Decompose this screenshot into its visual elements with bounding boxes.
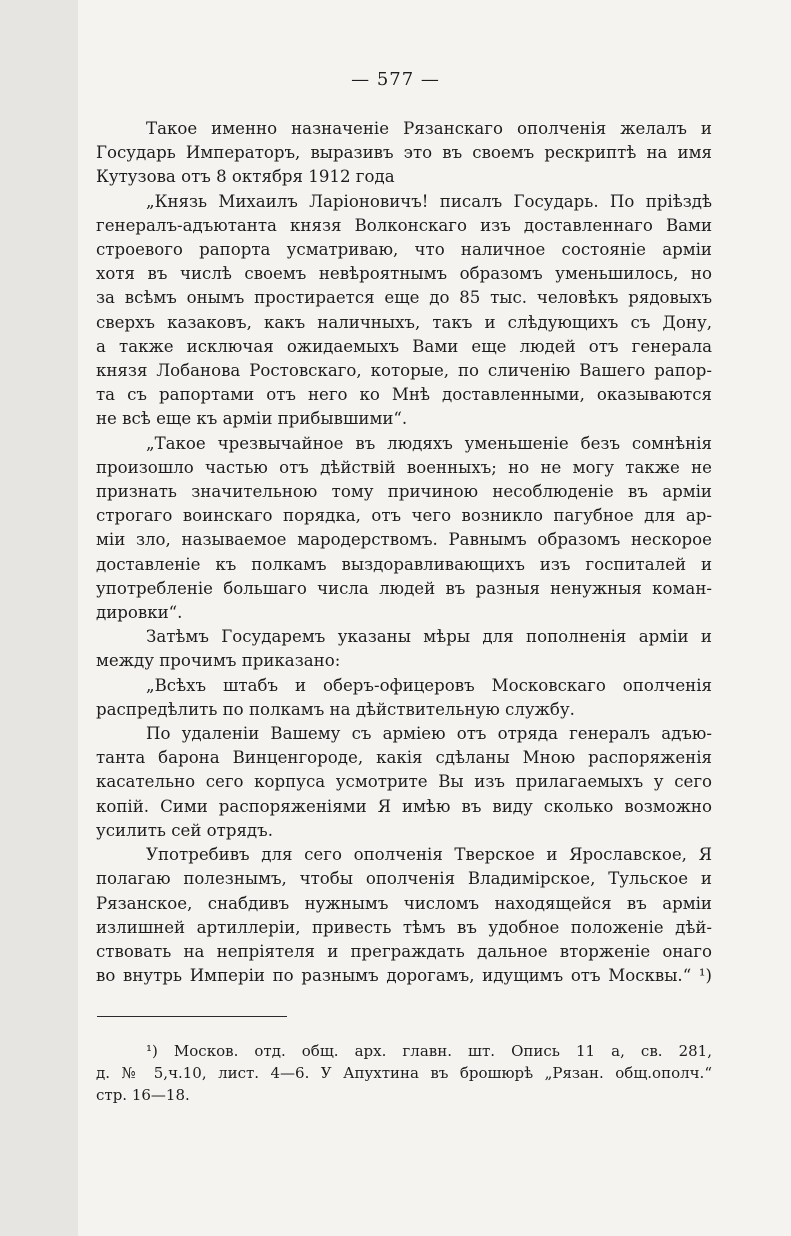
- body-line: князя Лобанова Ростовскаго, которые, по сличенію Вашего рапор-: [96, 361, 712, 381]
- body-line: строгаго воинскаго порядка, отъ чего возникло пагубное для ар-: [96, 506, 712, 526]
- body-line: признать значительною тому причиною несоблюденіе въ арміи: [96, 482, 712, 502]
- body-line: Такое именно назначеніе Рязанскаго ополченія желалъ и: [146, 119, 712, 138]
- body-line: распредѣлить по полкамъ на дѣйствительную службу.: [96, 699, 575, 719]
- body-line: усилить сей отрядъ.: [96, 820, 273, 840]
- footnote-divider: [97, 1016, 287, 1017]
- body-line: Затѣмъ Государемъ указаны мѣры для пополненія арміи и: [146, 627, 712, 647]
- body-line: полагаю полезнымъ, чтобы ополченія Владимірское, Тульское и: [96, 869, 712, 889]
- body-line: „Такое чрезвычайное въ людяхъ уменьшеніе безъ сомнѣнія: [146, 433, 712, 453]
- body-line: за всѣмъ онымъ простирается еще до 85 тыс. человѣкъ рядовыхъ: [96, 288, 712, 308]
- body-text: [96, 117, 712, 988]
- footnote-line: стр. 16—18.: [96, 1086, 190, 1104]
- body-line: „Князь Михаилъ Ларіоновичъ! писалъ Государь. По пріѣздѣ: [146, 191, 712, 211]
- body-line: а также исключая ожидаемыхъ Вами еще людей отъ генерала: [96, 336, 712, 356]
- body-line: „Всѣхъ штабъ и оберъ-офицеровъ Московскаго ополченія: [146, 675, 712, 695]
- body-line: Употребивъ для сего ополченія Тверское и Ярославское, Я: [146, 845, 712, 865]
- body-line: произошло частью отъ дѣйствій военныхъ; но не могу также не: [96, 457, 712, 477]
- body-line: хотя въ числѣ своемъ невѣроятнымъ образомъ уменьшилось, но: [96, 264, 712, 284]
- body-line: излишней артиллеріи, привесть тѣмъ въ удобное положеніе дѣй-: [96, 917, 712, 937]
- body-line: генералъ-адъютанта князя Волконскаго изъ доставленнаго Вами: [96, 215, 712, 235]
- body-line: ствовать на непріятеля и преграждать дальное вторженіе онаго: [96, 941, 712, 961]
- body-line: не всѣ еще къ арміи прибывшими“.: [96, 409, 408, 429]
- page-number: — 577 —: [351, 69, 440, 90]
- body-line: міи зло, называемое мародерствомъ. Равнымъ образомъ нескорое: [96, 530, 712, 550]
- body-line: Рязанское, снабдивъ нужнымъ числомъ находящейся въ арміи: [96, 893, 712, 913]
- body-line: дировки“.: [96, 603, 183, 623]
- body-line: строевого рапорта усматриваю, что наличное состояніе арміи: [96, 240, 712, 260]
- footnote-line: ¹) Москов. отд. общ. арх. главн. шт. Опись 11 а, св. 281,: [146, 1042, 712, 1060]
- body-line: сверхъ казаковъ, какъ наличныхъ, такъ и слѣдующихъ съ Дону,: [96, 312, 712, 332]
- body-line: танта барона Винценгороде, какія сдѣланы Мною распоряженія: [96, 748, 712, 768]
- body-line: Государь Императоръ, выразивъ это въ своемъ рескриптѣ на имя: [96, 143, 712, 163]
- body-line: между прочимъ приказано:: [96, 651, 341, 671]
- body-line: во внутрь Имперіи по разнымъ дорогамъ, идущимъ отъ Москвы.“ ¹): [96, 966, 712, 986]
- body-line: касательно сего корпуса усмотрите Вы изъ прилагаемыхъ у сего: [96, 772, 712, 792]
- footnote-line: д. № 5,ч.10, лист. 4—6. У Апухтина въ брошюрѣ „Рязан. общ.ополч.“: [96, 1064, 712, 1082]
- body-line: доставленіе къ полкамъ выздоравливающихъ изъ госпиталей и: [96, 554, 712, 574]
- body-line: копій. Сими распоряженіями Я имѣю въ виду сколько возможно: [96, 796, 712, 816]
- body-line: та съ рапортами отъ него ко Мнѣ доставленными, оказываются: [96, 385, 712, 405]
- footnote: [96, 1040, 712, 1106]
- body-line: По удаленіи Вашему съ арміею отъ отряда генералъ адъю-: [146, 724, 712, 744]
- body-line: Кутузова отъ 8 октября 1912 года: [96, 167, 395, 187]
- body-line: употребленіе большаго числа людей въ разныя ненужныя коман-: [96, 578, 712, 598]
